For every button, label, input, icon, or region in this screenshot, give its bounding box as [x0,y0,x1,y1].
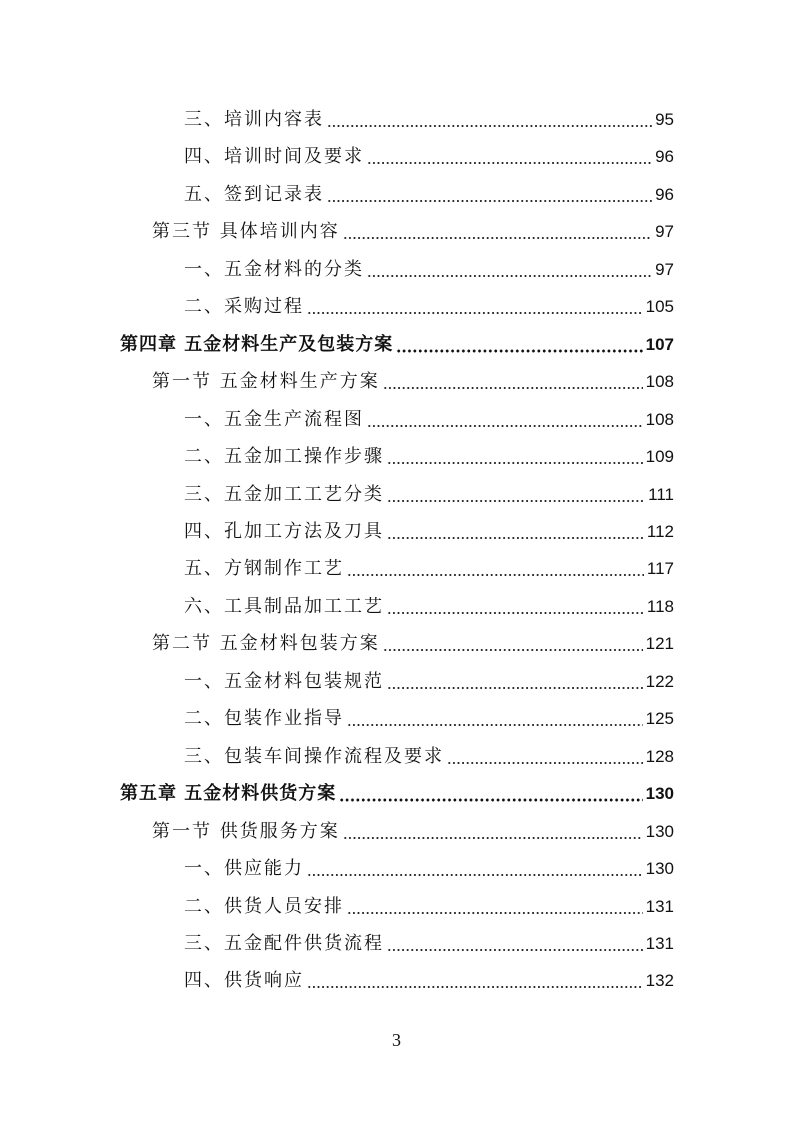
toc-dot-leader [343,235,652,241]
toc-dot-leader [343,835,643,841]
toc-chapter-entry [120,328,674,358]
toc-entry-page: 105 [645,297,674,317]
toc-entry-title: 一、五金材料包装规范 [184,670,384,692]
toc-entry-title: 第三节 具体培训内容 [152,221,340,243]
toc-dot-leader [387,498,645,504]
toc-section-entry [152,365,674,395]
toc-subsection-entry [184,552,674,582]
toc-subsection-entry [184,852,674,882]
toc-entry-title: 一、五金材料的分类 [184,258,364,280]
toc-dot-leader [347,572,644,578]
toc-subsection-entry [184,290,674,320]
toc-entry-page: 122 [645,671,674,691]
toc-section-entry [152,815,674,845]
toc-entry-title: 五、方钢制作工艺 [184,558,344,580]
toc-entry-title: 第二节 五金材料包装方案 [152,633,380,655]
toc-entry-page: 117 [646,559,674,579]
toc-entry-title: 第一节 供货服务方案 [152,820,340,842]
toc-dot-leader [447,760,643,766]
toc-dot-leader [383,647,643,653]
toc-entry-page: 96 [655,184,674,204]
toc-entry-page: 108 [645,372,674,392]
toc-subsection-entry [184,740,674,770]
toc-entry-title: 四、培训时间及要求 [184,146,364,168]
toc-entry-page: 112 [646,522,674,541]
toc-entry-page: 130 [645,821,674,841]
toc-dot-leader [347,910,643,916]
toc-entry-title: 五、签到记录表 [184,183,324,205]
toc-entry-page: 125 [645,709,674,729]
toc-entry-page: 97 [655,222,674,242]
toc-entry-page: 108 [645,409,674,429]
toc-dot-leader [387,460,643,466]
toc-entry-page: 132 [645,971,674,991]
toc-entry-page: 118 [646,596,674,616]
toc-entry-page: 109 [645,447,674,467]
toc-section-entry [152,215,674,245]
toc-section-entry [152,627,674,657]
toc-chapter-entry [120,777,674,807]
toc-subsection-entry [184,964,674,994]
toc-dot-leader [307,872,643,878]
toc-entry-title: 三、五金加工工艺分类 [184,483,384,505]
toc-dot-leader [387,947,643,953]
toc-dot-leader [327,198,652,204]
toc-dot-leader [307,984,643,990]
toc-entry-page: 121 [645,634,674,654]
toc-entry-title: 四、孔加工方法及刀具 [184,521,384,542]
toc-entry-page: 128 [645,746,674,766]
toc-entry-title: 六、工具制品加工工艺 [184,595,384,617]
toc-dot-leader [307,310,643,316]
toc-entry-title: 第一节 五金材料生产方案 [152,371,380,393]
toc-entry-title: 一、五金生产流程图 [184,408,364,430]
toc-subsection-entry [184,478,674,508]
toc-entry-title: 第四章 五金材料生产及包装方案 [120,333,394,355]
toc-entry-title: 四、供货响应 [184,970,304,992]
toc-dot-leader [387,610,644,616]
toc-entry-page: 130 [645,784,674,804]
toc-subsection-entry [184,515,674,545]
toc-entry-title: 三、培训内容表 [184,109,324,130]
toc-dot-leader [396,348,642,354]
toc-subsection-entry [184,440,674,470]
toc-entry-page: 111 [648,484,674,504]
toc-dot-leader [327,123,652,129]
toc-entry-title: 二、供货人员安排 [184,895,344,917]
toc-entry-page: 97 [655,259,674,279]
toc-dot-leader [367,423,643,429]
toc-entry-title: 第五章 五金材料供货方案 [120,783,337,805]
toc-dot-leader [367,273,652,279]
toc-subsection-entry [184,140,674,170]
toc-dot-leader [347,722,643,728]
toc-subsection-entry [184,403,674,433]
toc-subsection-entry [184,178,674,208]
toc-subsection-entry [184,103,674,133]
toc-dot-leader [387,685,643,691]
toc-dot-leader [387,535,644,541]
toc-dot-leader [367,160,652,166]
toc-subsection-entry [184,665,674,695]
toc-entry-title: 三、五金配件供货流程 [184,932,384,954]
toc-entry-page: 131 [645,933,674,953]
toc-dot-leader [339,797,642,803]
toc-subsection-entry [184,890,674,920]
toc-subsection-entry [184,590,674,620]
toc-entry-page: 95 [655,110,674,129]
toc-subsection-entry [184,253,674,283]
toc-entry-title: 二、五金加工操作步骤 [184,446,384,468]
toc-entry-page: 107 [645,334,674,354]
toc-entry-title: 二、采购过程 [184,296,304,318]
toc-subsection-entry [184,702,674,732]
toc-subsection-entry [184,927,674,957]
toc-entry-page: 131 [645,896,674,916]
toc-entry-title: 二、包装作业指导 [184,708,344,730]
page-number: 3 [392,1030,401,1050]
toc-entry-title: 三、包装车间操作流程及要求 [184,745,444,767]
toc-dot-leader [383,385,643,391]
toc-entry-title: 一、供应能力 [184,858,304,879]
toc-entry-page: 130 [645,859,674,878]
toc-entry-page: 96 [655,147,674,167]
